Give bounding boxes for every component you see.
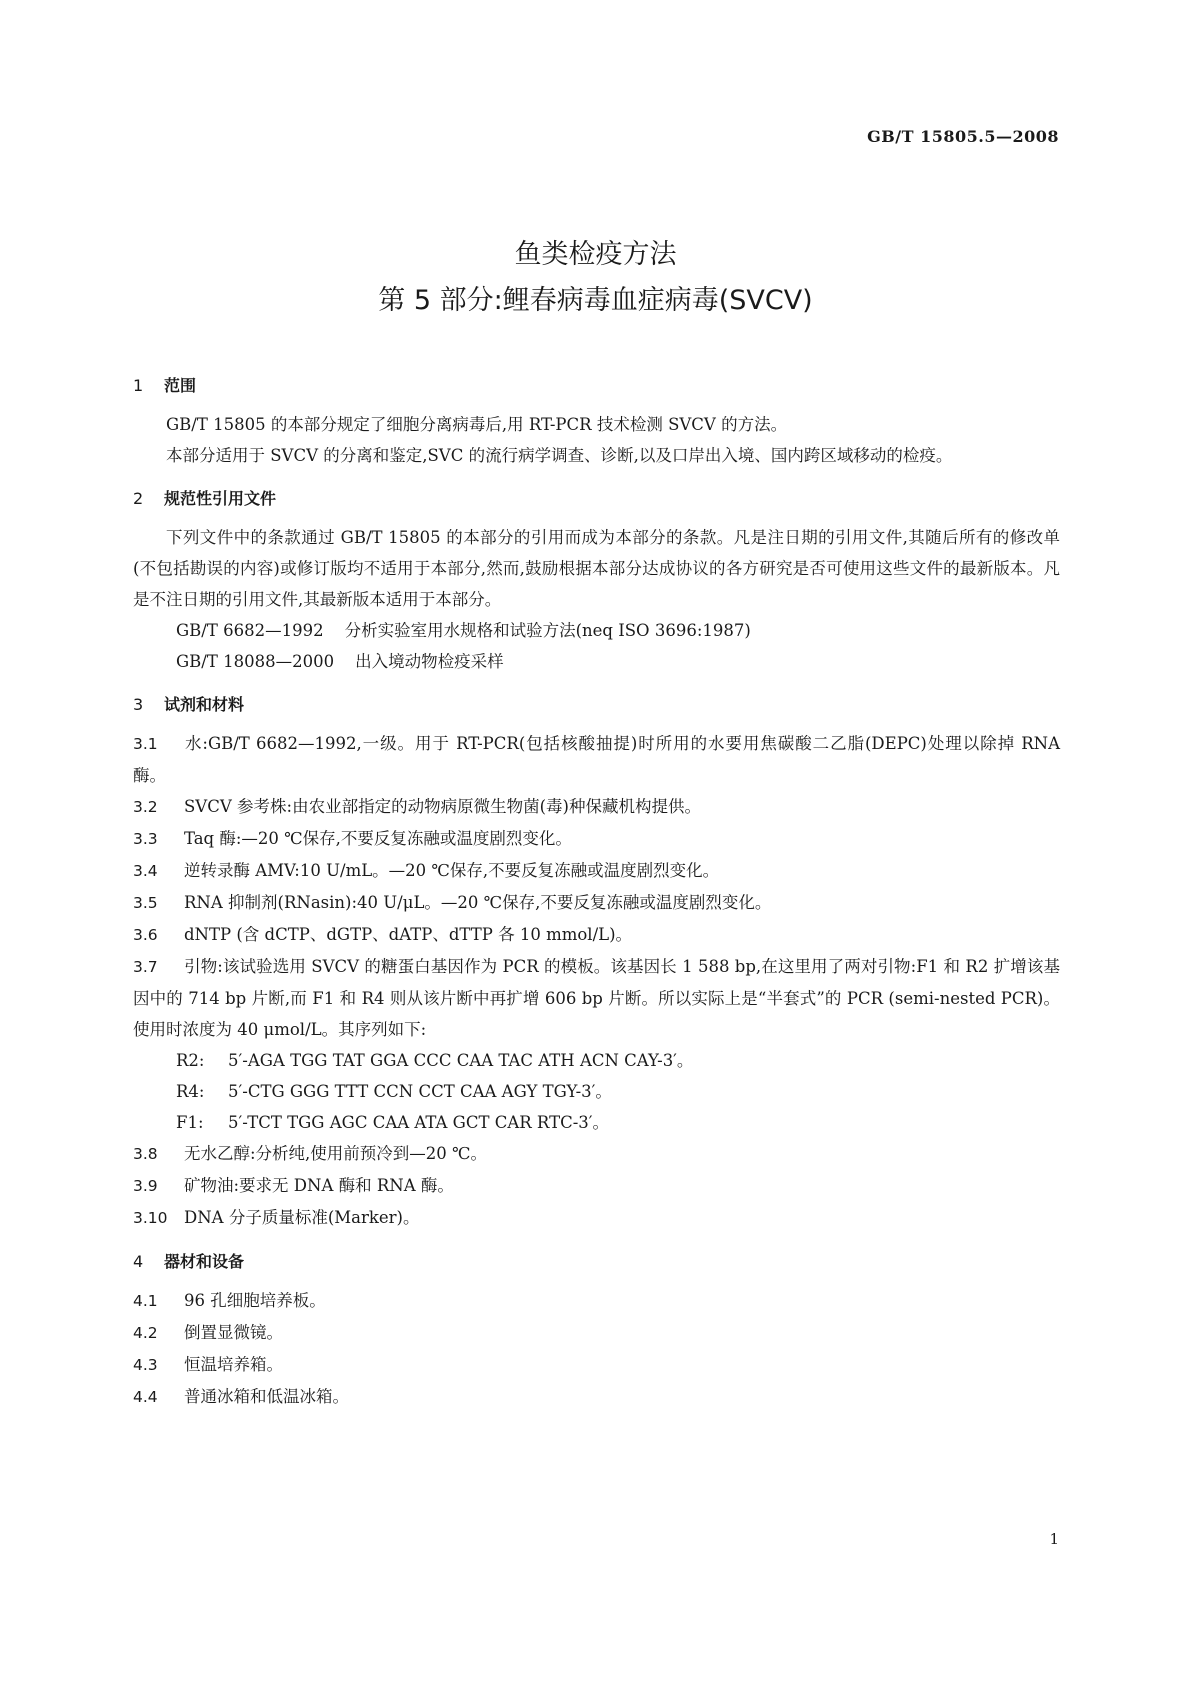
clause-item xyxy=(133,1202,1060,1234)
clause-text: 逆转录酶 AMV:10 U/mL。—20 ℃保存,不要反复冻融或温度剧烈变化。 xyxy=(184,861,720,880)
clause-text: 恒温培养箱。 xyxy=(184,1355,283,1374)
document-subtitle: 第 5 部分:鲤春病毒血症病毒(SVCV) xyxy=(378,285,813,316)
primer-label: F1: xyxy=(176,1113,204,1132)
clause-number: 3.3 xyxy=(133,830,158,848)
section-heading-normative-references xyxy=(133,485,1060,512)
section-title: 范围 xyxy=(164,376,197,395)
clause-item xyxy=(133,1138,1060,1170)
reference-title: 出入境动物检疫采样 xyxy=(355,652,504,671)
clause-text: DNA 分子质量标准(Marker)。 xyxy=(184,1208,420,1227)
clause-number: 4.3 xyxy=(133,1356,158,1374)
clause-text: 倒置显微镜。 xyxy=(184,1323,283,1342)
primer-label: R2: xyxy=(176,1051,205,1070)
clause-text: 无水乙醇:分析纯,使用前预冷到—20 ℃。 xyxy=(184,1144,488,1163)
section-number: 4 xyxy=(133,1252,144,1271)
clause-number: 3.6 xyxy=(133,926,158,944)
clause-item xyxy=(133,1349,1060,1381)
section-heading-reagents xyxy=(133,691,1060,718)
primer-sequence xyxy=(133,1107,1060,1138)
section-heading-scope xyxy=(133,372,1060,399)
section-title: 规范性引用文件 xyxy=(164,489,277,508)
clause-item xyxy=(133,823,1060,855)
clause-item xyxy=(133,1285,1060,1317)
primer-seq: 5′-CTG GGG TTT CCN CCT CAA AGY TGY-3′。 xyxy=(228,1082,612,1101)
primer-sequence xyxy=(133,1045,1060,1076)
section-number: 3 xyxy=(133,695,144,714)
clause-text: 引物:该试验选用 SVCV 的糖蛋白基因作为 PCR 的模板。该基因长 1 588 bp,在这里用了两对引物:F1 和 R2 扩增该基因中的 714 bp 片断,而 F1 和 R4 则从该片断中再扩增 606 bp 片断。所以实际上是“半套式”的 PCR (semi-nested PCR)。使用时浓度为 40 μmol/L。其序列如下: xyxy=(133,957,1060,1039)
clause-item xyxy=(133,855,1060,887)
clause-item xyxy=(133,1317,1060,1349)
clause-text: Taq 酶:—20 ℃保存,不要反复冻融或温度剧烈变化。 xyxy=(184,829,572,848)
document-body xyxy=(133,372,1060,1413)
clause-item xyxy=(133,728,1060,791)
clause-number: 3.1 xyxy=(133,735,158,753)
reference-item xyxy=(133,615,1060,646)
clause-number: 3.7 xyxy=(133,958,158,976)
primer-label: R4: xyxy=(176,1082,205,1101)
section-number: 2 xyxy=(133,489,144,508)
scope-paragraph-1: GB/T 15805 的本部分规定了细胞分离病毒后,用 RT-PCR 技术检测 SVCV 的方法。 xyxy=(166,415,788,434)
clause-number: 3.10 xyxy=(133,1209,168,1227)
reference-code: GB/T 6682—1992 xyxy=(176,621,324,640)
section-title: 器材和设备 xyxy=(164,1252,245,1271)
primer-sequence xyxy=(133,1076,1060,1107)
clause-text: 96 孔细胞培养板。 xyxy=(184,1291,326,1310)
clause-text: 水:GB/T 6682—1992,一级。用于 RT-PCR(包括核酸抽提)时所用的水要用焦碳酸二乙脂(DEPC)处理以除掉 RNA 酶。 xyxy=(133,734,1060,785)
clause-number: 3.9 xyxy=(133,1177,158,1195)
section-heading-equipment xyxy=(133,1248,1060,1275)
clause-number: 3.2 xyxy=(133,798,158,816)
scope-paragraph-2: 本部分适用于 SVCV 的分离和鉴定,SVC 的流行病学调查、诊断,以及口岸出入境、国内跨区域移动的检疫。 xyxy=(166,446,953,465)
primer-seq: 5′-TCT TGG AGC CAA ATA GCT CAR RTC-3′。 xyxy=(228,1113,610,1132)
clause-item xyxy=(133,951,1060,1045)
clause-number: 4.4 xyxy=(133,1388,158,1406)
clause-text: RNA 抑制剂(RNasin):40 U/μL。—20 ℃保存,不要反复冻融或温度剧烈变化。 xyxy=(184,893,772,912)
reference-item xyxy=(133,646,1060,677)
clause-number: 3.5 xyxy=(133,894,158,912)
section-title: 试剂和材料 xyxy=(164,695,245,714)
clause-item xyxy=(133,1381,1060,1413)
clause-text: 普通冰箱和低温冰箱。 xyxy=(184,1387,349,1406)
page-number: 1 xyxy=(1049,1530,1059,1548)
reference-title: 分析实验室用水规格和试验方法(neq ISO 3696:1987) xyxy=(344,621,751,640)
reference-code: GB/T 18088—2000 xyxy=(176,652,335,671)
clause-item xyxy=(133,791,1060,823)
clause-number: 3.4 xyxy=(133,862,158,880)
clause-item xyxy=(133,1170,1060,1202)
clause-item xyxy=(133,919,1060,951)
clause-text: dNTP (含 dCTP、dGTP、dATP、dTTP 各 10 mmol/L)。 xyxy=(184,925,633,944)
clause-number: 4.1 xyxy=(133,1292,158,1310)
references-paragraph: 下列文件中的条款通过 GB/T 15805 的本部分的引用而成为本部分的条款。凡是注日期的引用文件,其随后所有的修改单(不包括勘误的内容)或修订版均不适用于本部分,然而,鼓励根据本部分达成协议的各方研究是否可使用这些文件的最新版本。凡是不注日期的引用文件,其最新版本适用于本部分。 xyxy=(133,528,1060,609)
clause-number: 4.2 xyxy=(133,1324,158,1342)
clause-item xyxy=(133,887,1060,919)
primer-seq: 5′-AGA TGG TAT GGA CCC CAA TAC ATH ACN CAY-3′。 xyxy=(228,1051,694,1070)
document-title: 鱼类检疫方法 xyxy=(514,239,677,270)
section-number: 1 xyxy=(133,376,144,395)
clause-number: 3.8 xyxy=(133,1145,158,1163)
clause-text: SVCV 参考株:由农业部指定的动物病原微生物菌(毒)种保藏机构提供。 xyxy=(184,797,701,816)
standard-number: GB/T 15805.5—2008 xyxy=(867,127,1059,146)
clause-text: 矿物油:要求无 DNA 酶和 RNA 酶。 xyxy=(184,1176,454,1195)
